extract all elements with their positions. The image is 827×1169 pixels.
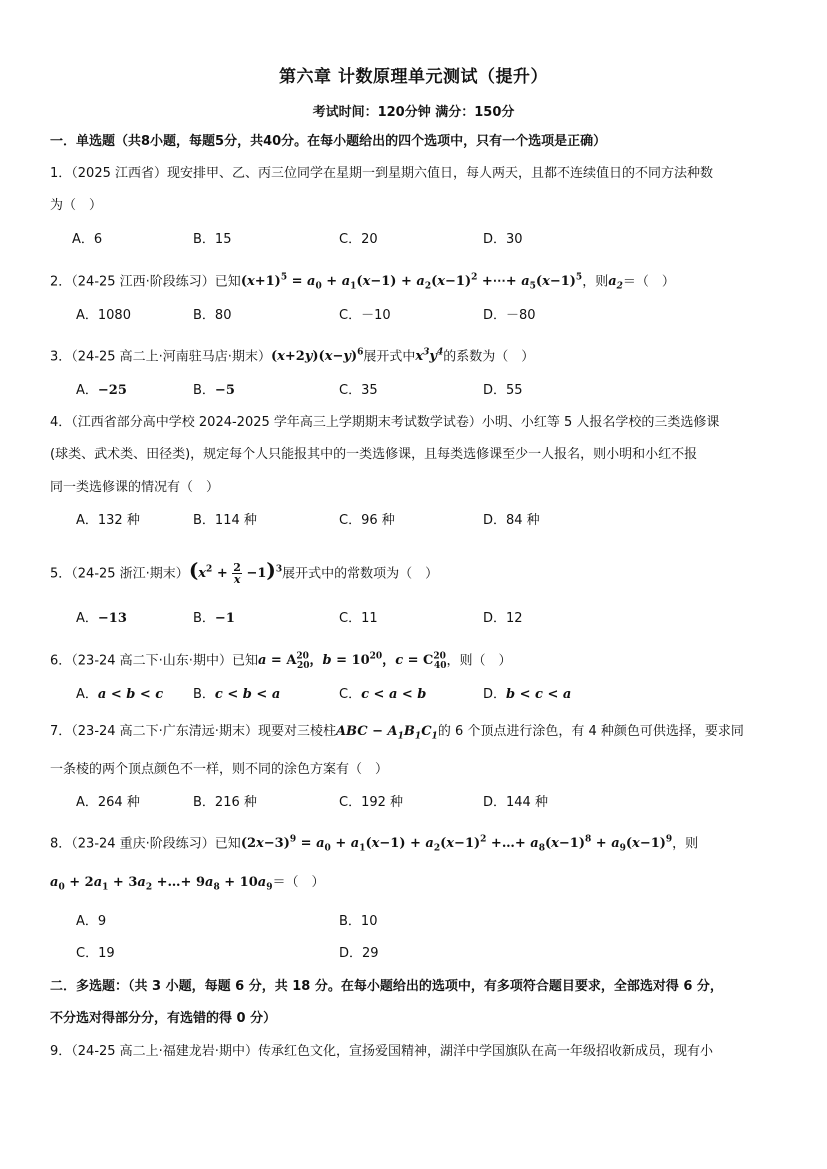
option-c: C．20 (339, 232, 378, 247)
formula: $(2x-3)^9 = a_0 + a_1(x-1) + a_2(x-1)^2$ +…+ $a_8(x-1)^8 + a_9(x-1)^9$ (240, 835, 673, 854)
question-5-options (0, 609, 827, 629)
option-a: A．264 种 (76, 795, 140, 810)
question-6-options (0, 685, 827, 705)
formula: $x^3y^4$ (415, 348, 444, 365)
option-b: B．114 种 (193, 513, 257, 528)
option-d: D．29 (339, 946, 379, 961)
formula: $(x+2y)(x-y)^6$ (270, 348, 364, 365)
exam-info: 考试时间：120分钟 满分：150分 (312, 105, 515, 120)
option-c: C．192 种 (339, 795, 404, 810)
option-b: B．−1 (193, 611, 235, 626)
section-2-heading-cont: 不分选对得部分分，有选错的得 0 分） (50, 1011, 277, 1026)
option-b: B．216 种 (193, 795, 257, 810)
question-4-options (0, 511, 827, 531)
option-a: A．1080 (76, 308, 131, 323)
question-8-text-cont: $a_0 + 2a_1 + 3a_2$ +…+ $9a_8 + 10a_9=$（ ） (50, 875, 325, 893)
option-c: C．c < a < b (339, 687, 427, 702)
question-2-options (0, 306, 827, 326)
option-d: D．30 (483, 232, 523, 247)
question-4-text-cont: (球类、武术类、田径类)，规定每个人只能报其中的一类选修课，且每类选修课至少一人报名，则小明和小红不报 (50, 447, 698, 462)
option-d: D．－80 (483, 308, 536, 323)
formula: ($x^2$ + $\frac{2}{x}$ −1)$^3$ (188, 558, 283, 587)
question-9-text: 9．（24-25 高二上·福建龙岩·期中）传承红色文化，宣扬爱国精神，湖洋中学国旗队在高一年级招收新成员，现有小 (50, 1044, 713, 1059)
question-1-options (0, 230, 827, 250)
formula: ABC − $A_1B_1C_1$ (335, 724, 438, 742)
option-a: A．132 种 (76, 513, 140, 528)
section-1-heading: 一．单选题（共8小题，每题5分，共40分。在每小题给出的四个选项中，只有一个选项是正确） (50, 134, 607, 149)
question-2-text: 2．（24-25 江西·阶段练习）已知$(x+1)^5 = a_0 + a_1(x-1) + a_2(x-1)^2$ +⋯+ $a_5(x-1)^5$，则$a_2=$（ ） (50, 273, 675, 292)
option-d: D．144 种 (483, 795, 548, 810)
question-7-options (0, 793, 827, 813)
option-b: B．−5 (193, 383, 235, 398)
formula: $a = A^{20}_{20}$，$b = 10^{20}$，$c = C^{20}_{40}$ (257, 652, 447, 671)
option-c: C．19 (76, 946, 115, 961)
formula: $a_0 + 2a_1 + 3a_2$ +…+ $9a_8 + 10a_9$ (50, 875, 273, 893)
formula: $(x+1)^5 = a_0 + a_1(x-1) + a_2(x-1)^2$ +⋯+ $a_5(x-1)^5$ (240, 273, 583, 292)
question-8-text: 8．（23-24 重庆·阶段练习）已知$(2x-3)^9 = a_0 + a_1(x-1) + a_2(x-1)^2$ +…+ $a_8(x-1)^8 + a_9(x-1)^9$，则 (50, 835, 699, 854)
option-d: D．12 (483, 611, 523, 626)
option-c: C．－10 (339, 308, 391, 323)
question-8-options-row-1 (0, 912, 827, 932)
option-a: A．−13 (76, 611, 127, 626)
option-d: D．55 (483, 383, 523, 398)
option-b: B．c < b < a (193, 687, 281, 702)
option-b: B．80 (193, 308, 232, 323)
question-1-text-cont: 为（ ） (50, 198, 103, 213)
page-title: 第六章 计数原理单元测试（提升） (279, 67, 548, 87)
option-d: D．b < c < a (483, 687, 572, 702)
option-b: B．10 (339, 914, 378, 929)
question-7-text-cont: 一条棱的两个顶点颜色不一样，则不同的涂色方案有（ ） (50, 762, 389, 777)
option-b: B．15 (193, 232, 232, 247)
question-6-text: 6．（23-24 高二下·山东·期中）已知$a = A^{20}_{20}$，$b = 10^{20}$，$c = C^{20}_{40}$，则（ ） (50, 652, 512, 671)
option-a: A．−25 (76, 383, 127, 398)
option-a: A．9 (76, 914, 107, 929)
option-a: A．6 (72, 232, 103, 247)
question-5-text: 5．（24-25 浙江·期末）($x^2$ + $\frac{2}{x}$ −1)$^3$展开式中的常数项为（ ） (50, 558, 439, 587)
option-a: A．a < b < c (76, 687, 164, 702)
question-3-options (0, 381, 827, 401)
question-4-text-cont: 同一类选修课的情况有（ ） (50, 480, 220, 495)
option-c: C．96 种 (339, 513, 395, 528)
question-3-text: 3．（24-25 高二上·河南驻马店·期末）$(x+2y)(x-y)^6$展开式中$x^3y^4$的系数为（ ） (50, 348, 535, 365)
option-c: C．11 (339, 611, 378, 626)
section-2-heading: 二．多选题：（共 3 小题，每题 6 分，共 18 分。在每小题给出的选项中，有多项符合题目要求，全部选对得 6 分， (50, 979, 723, 994)
question-8-options-row-2 (0, 944, 827, 964)
option-c: C．35 (339, 383, 378, 398)
question-4-text: 4．（江西省部分高中学校 2024-2025 学年高三上学期期末考试数学试卷）小明、小红等 5 人报名学校的三类选修课 (50, 415, 720, 430)
option-d: D．84 种 (483, 513, 540, 528)
question-1-text: 1．（2025 江西省）现安排甲、乙、丙三位同学在星期一到星期六值日，每人两天，且都不连续值日的不同方法种数 (50, 166, 713, 181)
question-7-text: 7．（23-24 高二下·广东清远·期末）现要对三棱柱ABC − $A_1B_1C_1$的 6 个顶点进行涂色，有 4 种颜色可供选择，要求同 (50, 724, 744, 742)
formula: $a_2$ (608, 274, 623, 292)
